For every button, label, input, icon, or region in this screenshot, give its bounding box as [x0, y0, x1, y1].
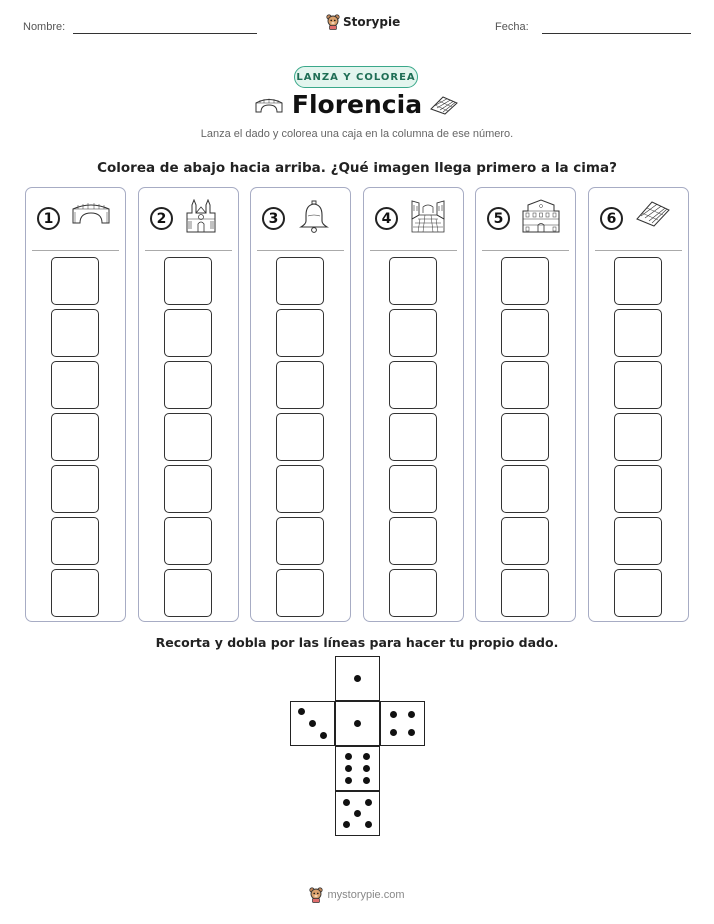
die-pip: [363, 765, 370, 772]
color-box[interactable]: [276, 361, 324, 409]
color-box[interactable]: [276, 413, 324, 461]
die-pip: [408, 711, 415, 718]
column-2: [138, 187, 239, 622]
column-number: 3: [262, 207, 285, 230]
column-number: 5: [487, 207, 510, 230]
cobblestone-street-icon: [410, 199, 446, 237]
color-box[interactable]: [501, 309, 549, 357]
color-box[interactable]: [389, 569, 437, 617]
color-box[interactable]: [276, 517, 324, 565]
color-box[interactable]: [51, 361, 99, 409]
subtitle: Lanza el dado y colorea una caja en la columna de ese número.: [200, 128, 514, 140]
color-box[interactable]: [501, 361, 549, 409]
color-box[interactable]: [164, 361, 212, 409]
color-box[interactable]: [614, 413, 662, 461]
die-pip: [390, 711, 397, 718]
color-box[interactable]: [51, 257, 99, 305]
column-1: [25, 187, 126, 622]
color-instruction: Colorea de abajo hacia arriba. ¿Qué imagen llega primero a la cima?: [97, 160, 617, 176]
die-instruction: Recorta y dobla por las líneas para hacer tu propio dado.: [155, 635, 559, 650]
color-box[interactable]: [501, 413, 549, 461]
column-header: [26, 188, 125, 250]
color-box[interactable]: [389, 257, 437, 305]
color-box[interactable]: [614, 361, 662, 409]
color-box[interactable]: [614, 465, 662, 513]
die-pip: [365, 821, 372, 828]
color-box[interactable]: [614, 257, 662, 305]
color-box[interactable]: [276, 465, 324, 513]
die-face-3: [290, 701, 335, 746]
die-pip: [343, 821, 350, 828]
color-box[interactable]: [51, 413, 99, 461]
color-box[interactable]: [164, 309, 212, 357]
column-5: [475, 187, 576, 622]
column-divider: [145, 250, 232, 251]
color-box[interactable]: [51, 517, 99, 565]
die-pip: [354, 810, 361, 817]
color-box[interactable]: [276, 257, 324, 305]
bear-mascot-icon: [309, 887, 323, 903]
die-pip: [345, 777, 352, 784]
column-6: [588, 187, 689, 622]
die-face-1: [335, 656, 380, 701]
bell-icon: [297, 199, 331, 237]
color-box[interactable]: [389, 413, 437, 461]
cathedral-facade-icon: [185, 199, 217, 237]
color-box[interactable]: [51, 465, 99, 513]
color-box[interactable]: [276, 309, 324, 357]
color-box[interactable]: [164, 465, 212, 513]
color-box[interactable]: [164, 413, 212, 461]
color-box[interactable]: [51, 309, 99, 357]
column-divider: [257, 250, 344, 251]
activity-badge: LANZA Y COLOREA: [294, 66, 418, 88]
column-header: [476, 188, 575, 250]
color-box[interactable]: [51, 569, 99, 617]
color-box[interactable]: [614, 309, 662, 357]
die-pip: [345, 753, 352, 760]
die-face-1: [335, 701, 380, 746]
column-divider: [482, 250, 569, 251]
color-box[interactable]: [501, 517, 549, 565]
die-face-5: [335, 791, 380, 836]
column-header: [251, 188, 350, 250]
color-box[interactable]: [164, 517, 212, 565]
name-label: Nombre:: [23, 21, 66, 33]
bear-mascot-icon: [326, 14, 340, 30]
die-pip: [320, 732, 327, 739]
die-pip: [390, 729, 397, 736]
color-box[interactable]: [501, 465, 549, 513]
name-line[interactable]: [73, 33, 257, 34]
palace-building-icon: [522, 199, 560, 237]
date-line[interactable]: [542, 33, 691, 34]
die-pip: [354, 675, 361, 682]
column-3: [250, 187, 351, 622]
die-face-4: [380, 701, 425, 746]
die-pip: [343, 799, 350, 806]
column-number: 2: [150, 207, 173, 230]
die-pip: [365, 799, 372, 806]
column-header: [589, 188, 688, 250]
color-box[interactable]: [389, 361, 437, 409]
date-label: Fecha:: [495, 21, 529, 33]
column-divider: [32, 250, 119, 251]
column-header: [139, 188, 238, 250]
color-box[interactable]: [276, 569, 324, 617]
footer: [0, 887, 714, 903]
column-header: [364, 188, 463, 250]
color-box[interactable]: [389, 465, 437, 513]
column-divider: [370, 250, 457, 251]
column-divider: [595, 250, 682, 251]
color-box[interactable]: [614, 517, 662, 565]
column-number: 1: [37, 207, 60, 230]
die-pip: [363, 753, 370, 760]
color-box[interactable]: [501, 569, 549, 617]
column-4: [363, 187, 464, 622]
color-box[interactable]: [164, 569, 212, 617]
color-box[interactable]: [614, 569, 662, 617]
die-pip: [354, 720, 361, 727]
brand-logo: [326, 14, 400, 30]
page-title: Florencia: [291, 90, 423, 119]
column-number: 4: [375, 207, 398, 230]
die-pip: [363, 777, 370, 784]
die-pip: [298, 708, 305, 715]
color-box[interactable]: [164, 257, 212, 305]
column-number: 6: [600, 207, 623, 230]
footer-url: mystorypie.com: [327, 889, 405, 901]
die-pip: [309, 720, 316, 727]
die-pip: [345, 765, 352, 772]
roof-tiles-icon: [429, 95, 459, 115]
die-pip: [408, 729, 415, 736]
color-box[interactable]: [389, 517, 437, 565]
brand-name: Storypie: [343, 15, 401, 29]
terracotta-roof-tiles-icon: [635, 199, 671, 231]
ponte-vecchio-bridge-icon: [72, 199, 110, 229]
die-face-6: [335, 746, 380, 791]
color-box[interactable]: [389, 309, 437, 357]
color-box[interactable]: [501, 257, 549, 305]
